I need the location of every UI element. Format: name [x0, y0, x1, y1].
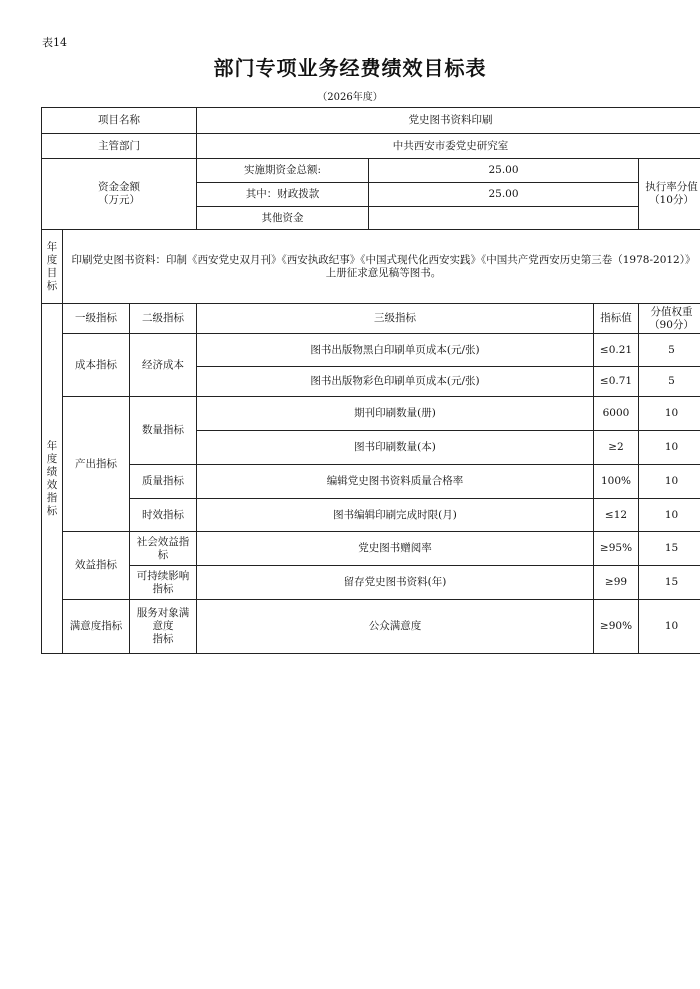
table-row: [42, 532, 700, 566]
indicator-weight: 10: [639, 499, 700, 532]
project-name-value: 党史图书资料印刷: [197, 108, 700, 134]
indicator-value: ≥95%: [594, 532, 639, 566]
indicator-value: ≤12: [594, 499, 639, 532]
indicator-value: 6000: [594, 397, 639, 431]
fiscal-funds-label: 其中：财政拨款: [197, 183, 369, 207]
level2-header: 二级指标: [130, 304, 197, 334]
indicator-name: 图书出版物黑白印刷单页成本(元/张): [197, 334, 594, 367]
indicator-weight: 5: [639, 367, 700, 397]
indicator-name: 留存党史图书资料(年): [197, 566, 594, 600]
indicator-name: 公众满意度: [197, 600, 594, 654]
fiscal-year: （2026年度）: [317, 92, 383, 103]
table-row: [42, 334, 700, 367]
indicator-value: ≥90%: [594, 600, 639, 654]
quantity-indicator-label: 数量指标: [130, 397, 197, 465]
economic-cost-label: 经济成本: [130, 334, 197, 397]
indicator-value: ≥2: [594, 431, 639, 465]
funds-total-value: 25.00: [369, 159, 639, 183]
level1-header: 一级指标: [63, 304, 130, 334]
funds-total-row: [42, 159, 700, 183]
table-row: [42, 600, 700, 654]
indicator-value: ≥99: [594, 566, 639, 600]
project-name-label: 项目名称: [42, 108, 197, 134]
form-number: 表14: [42, 36, 67, 49]
other-funds-value: [369, 207, 639, 230]
execution-rate-score: 执行率分值 （10分）: [639, 159, 700, 230]
funds-total-label: 实施期资金总额:: [197, 159, 369, 183]
timeliness-indicator-label: 时效指标: [130, 499, 197, 532]
department-row: [42, 134, 700, 159]
indicator-name: 图书编辑印刷完成时限(月): [197, 499, 594, 532]
weight-header: 分值权重 （90分）: [639, 304, 700, 334]
indicator-weight: 10: [639, 465, 700, 499]
quality-indicator-label: 质量指标: [130, 465, 197, 499]
indicator-value: ≤0.71: [594, 367, 639, 397]
indicator-weight: 5: [639, 334, 700, 367]
annual-goal-label: 年 度 目 标: [42, 230, 63, 304]
annual-goal-text: 印刷党史图书资料：印制《西安党史双月刊》《西安执政纪事》《中国式现代化西安实践》《中国共产党西安历史第三卷（1978-2012）》上册征求意见稿等图书。: [63, 230, 700, 304]
sustainable-impact-label: 可持续影响 指标: [130, 566, 197, 600]
indicator-weight: 10: [639, 397, 700, 431]
level3-header: 三级指标: [197, 304, 594, 334]
output-indicator-label: 产出指标: [63, 397, 130, 532]
department-label: 主管部门: [42, 134, 197, 159]
indicator-value: ≤0.21: [594, 334, 639, 367]
table-row: [42, 566, 700, 600]
indicator-name: 图书出版物彩色印刷单页成本(元/张): [197, 367, 594, 397]
department-value: 中共西安市委党史研究室: [197, 134, 700, 159]
page-title: 部门专项业务经费绩效目标表: [213, 56, 487, 80]
fiscal-funds-value: 25.00: [369, 183, 639, 207]
indicator-weight: 10: [639, 600, 700, 654]
table-row: [42, 397, 700, 431]
funds-label: 资金金额 （万元）: [42, 159, 197, 230]
indicator-name: 图书印刷数量(本): [197, 431, 594, 465]
indicator-weight: 15: [639, 532, 700, 566]
annual-goal-row: [42, 230, 700, 304]
indicator-name: 编辑党史图书资料质量合格率: [197, 465, 594, 499]
benefit-indicator-label: 效益指标: [63, 532, 130, 600]
indicator-name: 期刊印刷数量(册): [197, 397, 594, 431]
performance-goal-table: [41, 107, 700, 654]
project-name-row: [42, 108, 700, 134]
value-header: 指标值: [594, 304, 639, 334]
table-row: [42, 465, 700, 499]
indicator-name: 党史图书赠阅率: [197, 532, 594, 566]
performance-indicator-label: 年 度 绩 效 指 标: [42, 304, 63, 654]
satisfaction-indicator-label: 满意度指标: [63, 600, 130, 654]
social-benefit-label: 社会效益指 标: [130, 532, 197, 566]
indicator-value: 100%: [594, 465, 639, 499]
table-row: [42, 499, 700, 532]
other-funds-label: 其他资金: [197, 207, 369, 230]
indicator-header-row: [42, 304, 700, 334]
cost-indicator-label: 成本指标: [63, 334, 130, 397]
indicator-weight: 15: [639, 566, 700, 600]
indicator-weight: 10: [639, 431, 700, 465]
service-satisfaction-label: 服务对象满 意度 指标: [130, 600, 197, 654]
